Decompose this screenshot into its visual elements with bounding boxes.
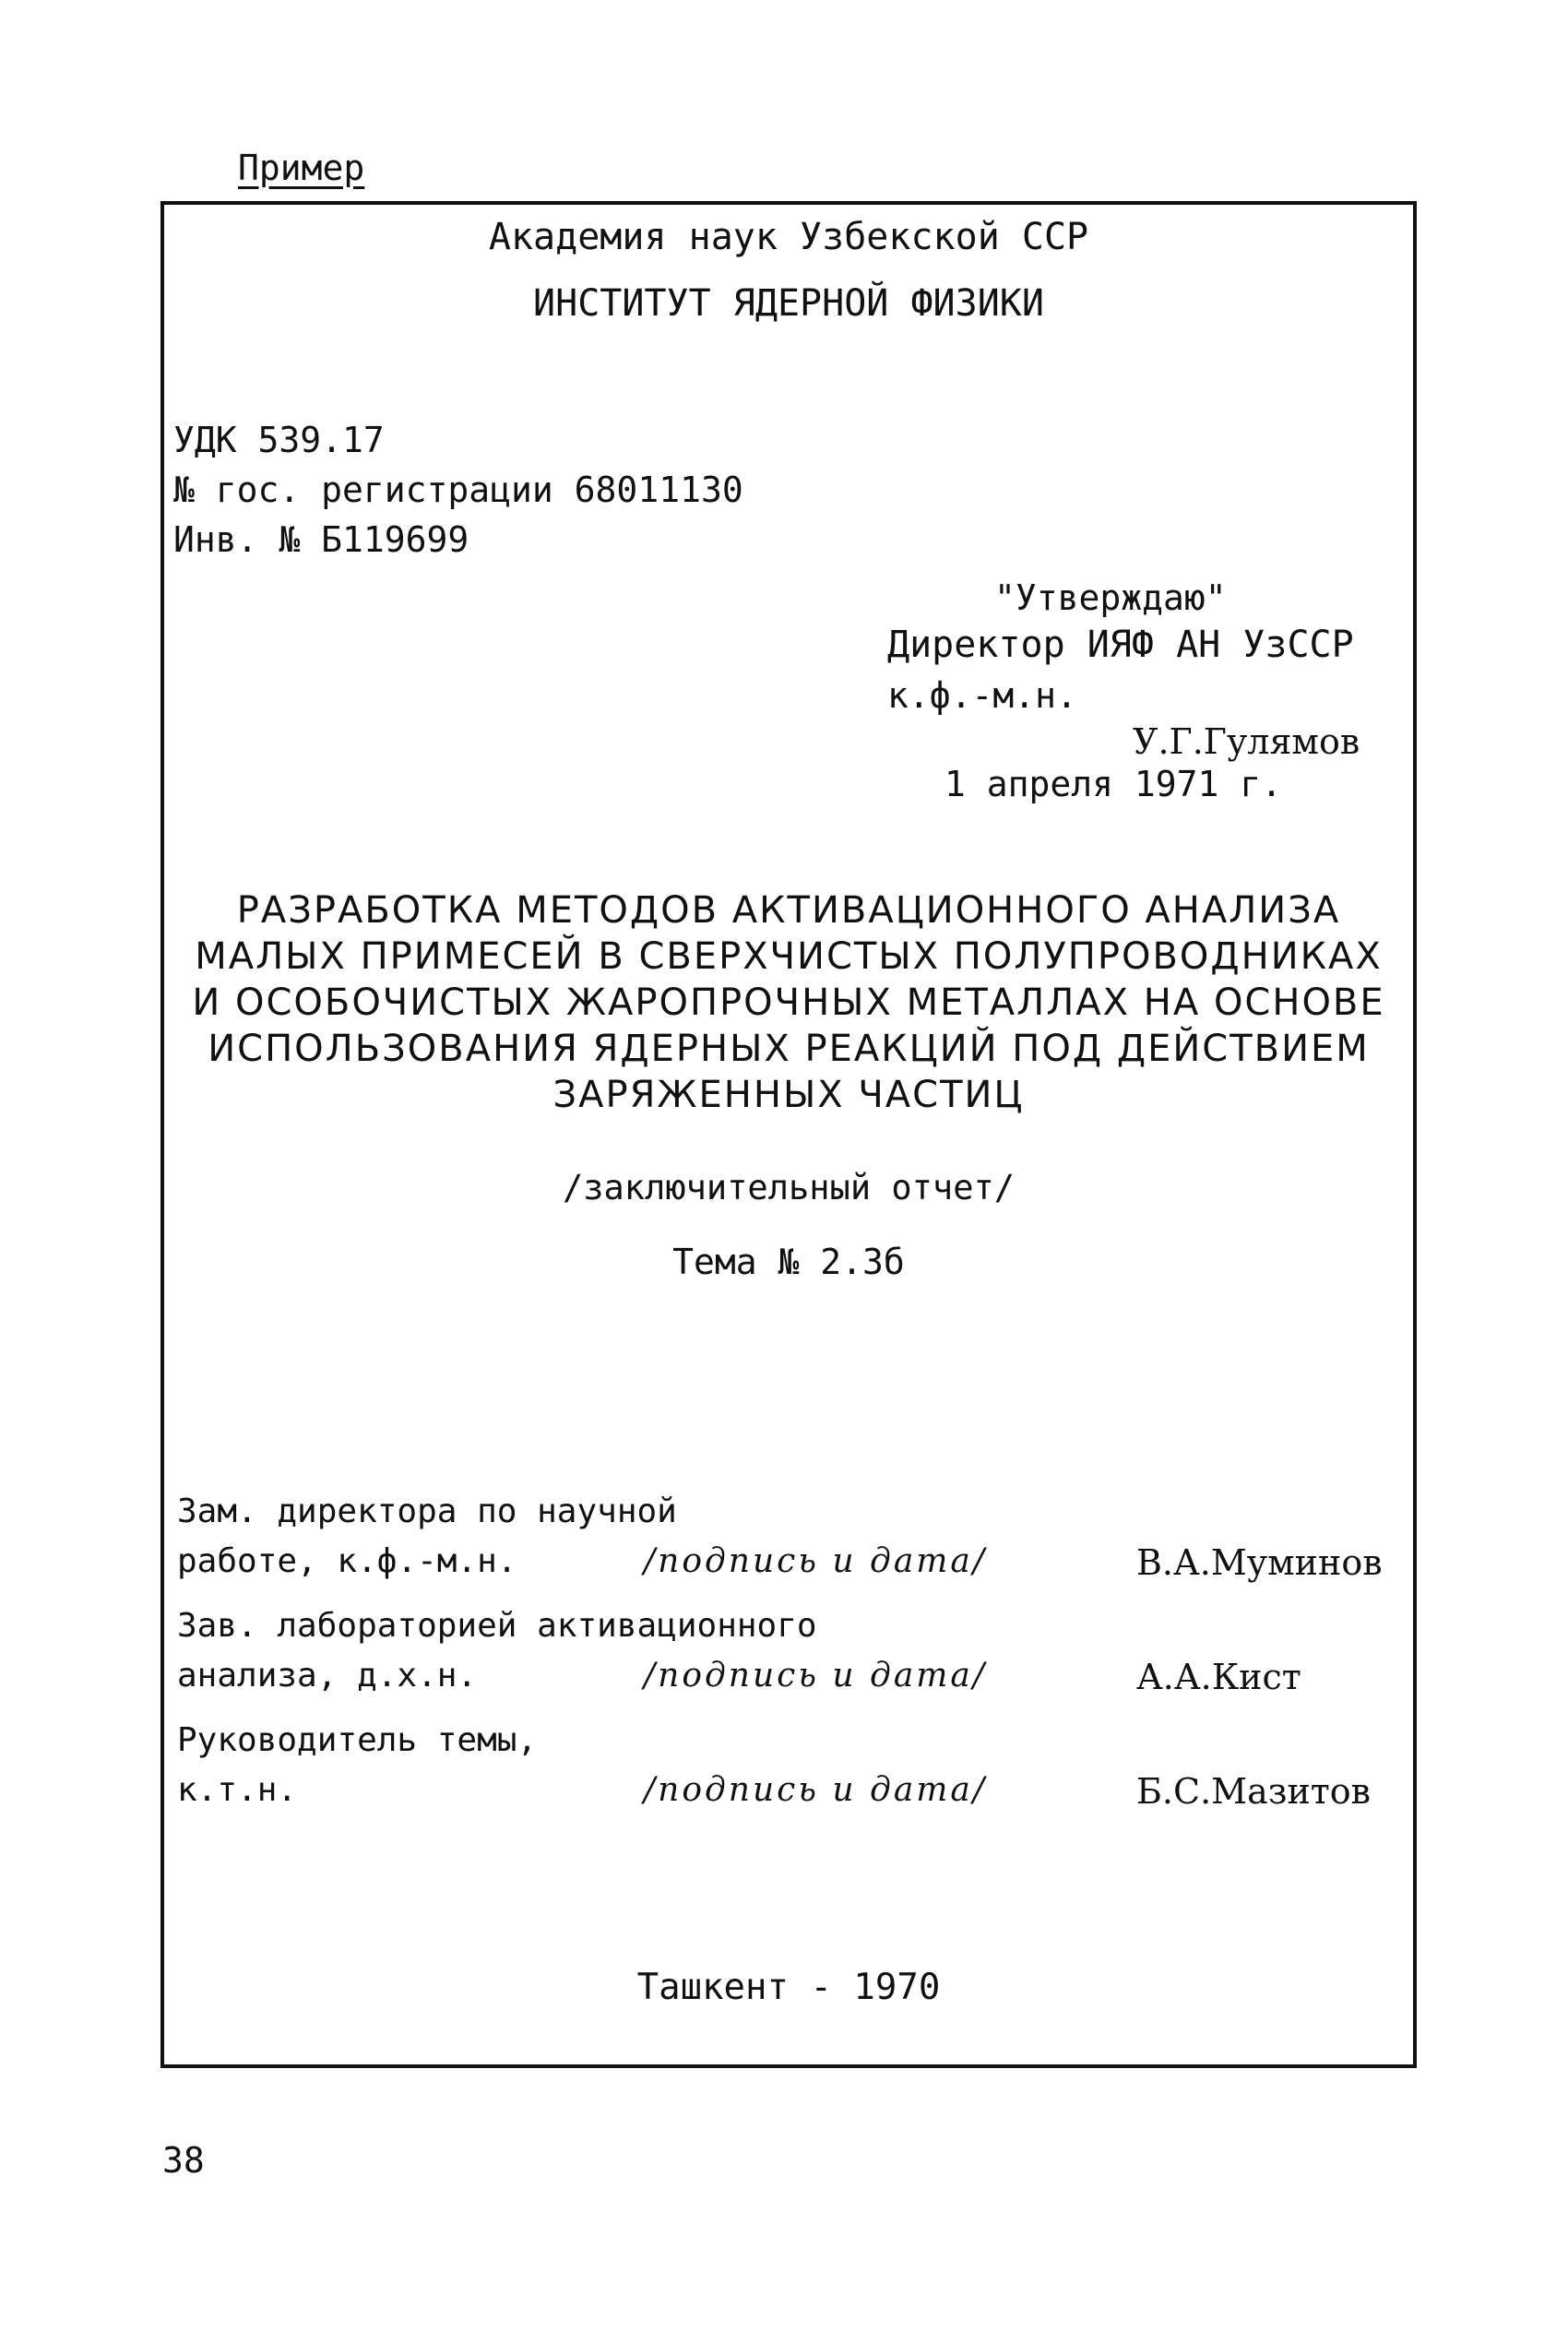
udk-code: УДК 539.17 — [173, 420, 385, 460]
academy-name: Академия наук Узбекской ССР — [488, 216, 1089, 258]
title-line: РАЗРАБОТКА МЕТОДОВ АКТИВАЦИОННОГО АНАЛИЗА — [236, 889, 1341, 932]
title-line: И ОСОБОЧИСТЫХ ЖАРОПРОЧНЫХ МЕТАЛЛАХ НА ОСНОВЕ — [192, 981, 1385, 1024]
report-type: /заключительный отчет/ — [562, 1168, 1016, 1207]
title-line: ИСПОЛЬЗОВАНИЯ ЯДЕРНЫХ РЕАКЦИЙ ПОД ДЕЙСТВИЕМ — [208, 1028, 1370, 1070]
approval-stamp: "Утверждаю" — [994, 577, 1227, 618]
registry-block — [173, 415, 743, 565]
signatory-name: Б.С.Мазитов — [1136, 1771, 1372, 1812]
city-year: Ташкент - 1970 — [636, 1967, 941, 2008]
title-page-frame — [160, 201, 1417, 2068]
signature-title: Зам. директора по научной — [177, 1493, 677, 1530]
signature-slot: /подпись и дата/ — [644, 1771, 988, 1809]
approval-degree: к.ф.-м.н. — [887, 675, 1077, 716]
topic-number: Тема № 2.3б — [672, 1242, 905, 1282]
signature-title: Зав. лабораторией активационного — [177, 1607, 817, 1645]
page-label: Пример — [238, 148, 365, 188]
signatory-name: В.А.Муминов — [1136, 1542, 1383, 1583]
signature-title: Руководитель темы, — [177, 1721, 538, 1759]
institute-name: ИНСТИТУТ ЯДЕРНОЙ ФИЗИКИ — [533, 282, 1044, 325]
signature-row-lab-head — [164, 1607, 1413, 1708]
signature-degree: работе, к.ф.-м.н. — [177, 1542, 517, 1580]
approval-position: Директор ИЯФ АН УзССР — [887, 624, 1354, 666]
report-title — [164, 887, 1413, 1118]
signature-degree: анализа, д.х.н. — [177, 1657, 478, 1695]
signature-row-topic-leader — [164, 1721, 1413, 1823]
approval-name: У.Г.Гулямов — [1133, 721, 1360, 762]
gos-registration-number: № гос. регистрации 68011130 — [173, 470, 743, 510]
signature-degree: к.т.н. — [177, 1771, 298, 1809]
title-line: ЗАРЯЖЕННЫХ ЧАСТИЦ — [552, 1074, 1025, 1116]
page-number: 38 — [162, 2140, 205, 2181]
inventory-number: Инв. № Б119699 — [173, 519, 469, 560]
approval-date: 1 апреля 1971 г. — [944, 764, 1283, 804]
signature-slot: /подпись и дата/ — [644, 1657, 988, 1695]
title-line: МАЛЫХ ПРИМЕСЕЙ В СВЕРХЧИСТЫХ ПОЛУПРОВОДНИКАХ — [195, 935, 1383, 978]
signature-slot: /подпись и дата/ — [644, 1542, 988, 1580]
signatory-name: А.А.Кист — [1136, 1657, 1301, 1697]
signature-row-deputy-director — [164, 1493, 1413, 1594]
